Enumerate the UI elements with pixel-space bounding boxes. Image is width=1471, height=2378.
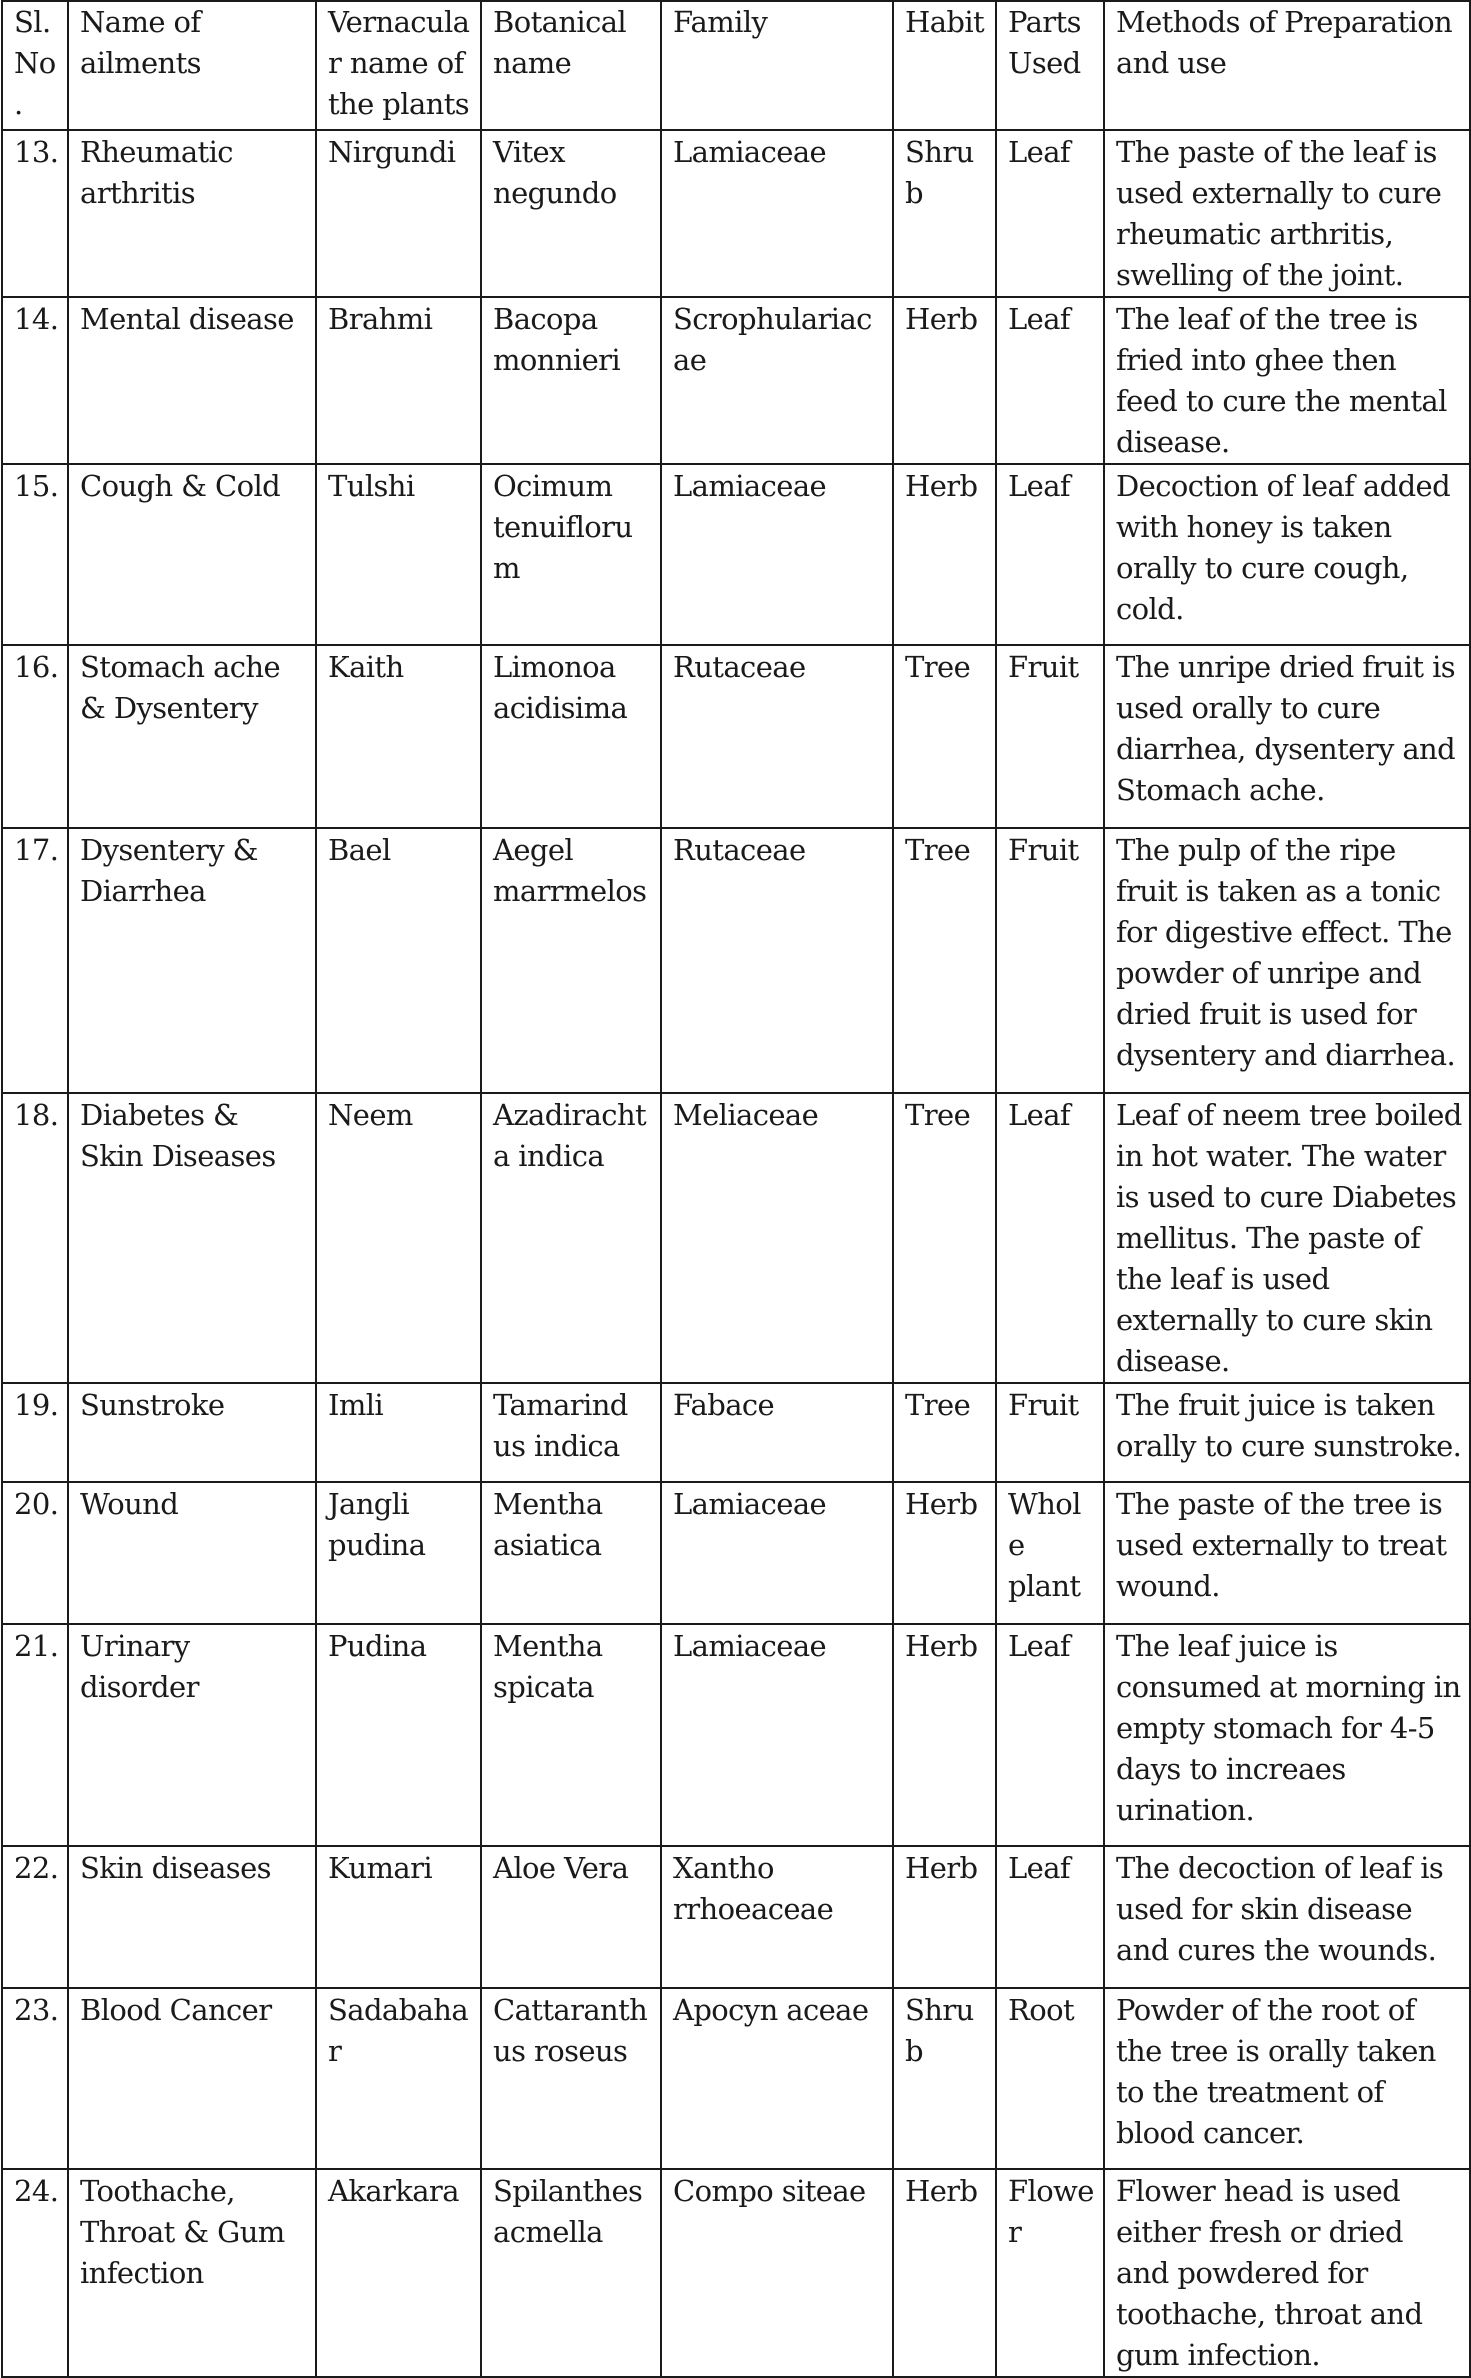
cell-habit: Herb bbox=[893, 1624, 996, 1846]
cell-botanical-name: Tamarind us indica bbox=[481, 1383, 661, 1482]
table-row bbox=[2, 297, 1470, 464]
cell-ailment: Dysentery & Diarrhea bbox=[68, 828, 316, 1093]
cell-preparation-method: The decoction of leaf is used for skin disease and cures the wounds. bbox=[1104, 1846, 1470, 1988]
cell-preparation-method: The leaf of the tree is fried into ghee then feed to cure the mental disease. bbox=[1104, 297, 1470, 464]
cell-serial-number: 16. bbox=[2, 645, 68, 828]
cell-ailment: Mental disease bbox=[68, 297, 316, 464]
cell-habit: Herb bbox=[893, 2169, 996, 2377]
cell-ailment: Toothache, Throat & Gum infection bbox=[68, 2169, 316, 2377]
cell-botanical-name: Limonoa acidisima bbox=[481, 645, 661, 828]
cell-habit: Tree bbox=[893, 645, 996, 828]
cell-parts-used: Leaf bbox=[996, 130, 1104, 297]
cell-botanical-name: Mentha asiatica bbox=[481, 1482, 661, 1624]
cell-vernacular-name: Tulshi bbox=[316, 464, 481, 645]
cell-parts-used: Fruit bbox=[996, 828, 1104, 1093]
cell-family: Compo siteae bbox=[661, 2169, 893, 2377]
cell-vernacular-name: Bael bbox=[316, 828, 481, 1093]
cell-ailment: Wound bbox=[68, 1482, 316, 1624]
cell-parts-used: Leaf bbox=[996, 297, 1104, 464]
cell-family: Rutaceae bbox=[661, 645, 893, 828]
medicinal-plants-table bbox=[1, 0, 1471, 2378]
table-row bbox=[2, 1846, 1470, 1988]
table-header bbox=[2, 1, 1470, 130]
cell-serial-number: 17. bbox=[2, 828, 68, 1093]
cell-vernacular-name: Neem bbox=[316, 1093, 481, 1383]
cell-preparation-method: The unripe dried fruit is used orally to cure diarrhea, dysentery and Stomach ache. bbox=[1104, 645, 1470, 828]
table-row bbox=[2, 828, 1470, 1093]
cell-preparation-method: The fruit juice is taken orally to cure sunstroke. bbox=[1104, 1383, 1470, 1482]
cell-preparation-method: Decoction of leaf added with honey is taken orally to cure cough, cold. bbox=[1104, 464, 1470, 645]
header-ailment: Name of ailments bbox=[68, 1, 316, 130]
header-botanical-name: Botanical name bbox=[481, 1, 661, 130]
header-habit: Habit bbox=[893, 1, 996, 130]
cell-family: Rutaceae bbox=[661, 828, 893, 1093]
cell-serial-number: 13. bbox=[2, 130, 68, 297]
table-row bbox=[2, 1482, 1470, 1624]
cell-habit: Shrub bbox=[893, 1988, 996, 2169]
cell-vernacular-name: Imli bbox=[316, 1383, 481, 1482]
cell-preparation-method: The leaf juice is consumed at morning in empty stomach for 4-5 days to increaes urination. bbox=[1104, 1624, 1470, 1846]
header-parts-used: Parts Used bbox=[996, 1, 1104, 130]
cell-habit: Herb bbox=[893, 297, 996, 464]
cell-parts-used: Fruit bbox=[996, 645, 1104, 828]
cell-habit: Herb bbox=[893, 1482, 996, 1624]
cell-serial-number: 23. bbox=[2, 1988, 68, 2169]
cell-botanical-name: Vitex negundo bbox=[481, 130, 661, 297]
cell-family: Fabace bbox=[661, 1383, 893, 1482]
cell-habit: Tree bbox=[893, 1093, 996, 1383]
cell-ailment: Sunstroke bbox=[68, 1383, 316, 1482]
cell-vernacular-name: Kaith bbox=[316, 645, 481, 828]
cell-parts-used: Leaf bbox=[996, 1846, 1104, 1988]
cell-vernacular-name: Kumari bbox=[316, 1846, 481, 1988]
table-row bbox=[2, 464, 1470, 645]
table-row bbox=[2, 2169, 1470, 2377]
cell-serial-number: 19. bbox=[2, 1383, 68, 1482]
cell-serial-number: 22. bbox=[2, 1846, 68, 1988]
table-row bbox=[2, 1624, 1470, 1846]
cell-vernacular-name: Jangli pudina bbox=[316, 1482, 481, 1624]
cell-parts-used: Flower bbox=[996, 2169, 1104, 2377]
cell-ailment: Skin diseases bbox=[68, 1846, 316, 1988]
cell-botanical-name: Spilanthes acmella bbox=[481, 2169, 661, 2377]
cell-family: Apocyn aceae bbox=[661, 1988, 893, 2169]
cell-parts-used: Root bbox=[996, 1988, 1104, 2169]
cell-parts-used: Leaf bbox=[996, 464, 1104, 645]
cell-family: Lamiaceae bbox=[661, 1482, 893, 1624]
cell-vernacular-name: Nirgundi bbox=[316, 130, 481, 297]
cell-vernacular-name: Pudina bbox=[316, 1624, 481, 1846]
cell-vernacular-name: Sadabahar bbox=[316, 1988, 481, 2169]
cell-preparation-method: The paste of the tree is used externally to treat wound. bbox=[1104, 1482, 1470, 1624]
cell-habit: Tree bbox=[893, 828, 996, 1093]
cell-habit: Shrub bbox=[893, 130, 996, 297]
cell-serial-number: 24. bbox=[2, 2169, 68, 2377]
header-family: Family bbox=[661, 1, 893, 130]
document-page bbox=[1, 0, 1469, 2378]
cell-ailment: Rheumatic arthritis bbox=[68, 130, 316, 297]
cell-family: Meliaceae bbox=[661, 1093, 893, 1383]
cell-family: Lamiaceae bbox=[661, 464, 893, 645]
table-body bbox=[2, 130, 1470, 2377]
cell-botanical-name: Ocimum tenuiflorum bbox=[481, 464, 661, 645]
cell-ailment: Diabetes & Skin Diseases bbox=[68, 1093, 316, 1383]
cell-family: Scrophulariacae bbox=[661, 297, 893, 464]
cell-botanical-name: Mentha spicata bbox=[481, 1624, 661, 1846]
cell-botanical-name: Cattaranth us roseus bbox=[481, 1988, 661, 2169]
cell-preparation-method: The paste of the leaf is used externally to cure rheumatic arthritis, swelling of the joint. bbox=[1104, 130, 1470, 297]
table-row bbox=[2, 1093, 1470, 1383]
cell-family: Lamiaceae bbox=[661, 1624, 893, 1846]
header-row bbox=[2, 1, 1470, 130]
cell-serial-number: 21. bbox=[2, 1624, 68, 1846]
cell-serial-number: 14. bbox=[2, 297, 68, 464]
cell-serial-number: 20. bbox=[2, 1482, 68, 1624]
table-row bbox=[2, 1383, 1470, 1482]
cell-family: Xantho rrhoeaceae bbox=[661, 1846, 893, 1988]
cell-botanical-name: Bacopa monnieri bbox=[481, 297, 661, 464]
cell-ailment: Stomach ache & Dysentery bbox=[68, 645, 316, 828]
cell-botanical-name: Aloe Vera bbox=[481, 1846, 661, 1988]
cell-parts-used: Whole plant bbox=[996, 1482, 1104, 1624]
cell-serial-number: 15. bbox=[2, 464, 68, 645]
cell-vernacular-name: Brahmi bbox=[316, 297, 481, 464]
cell-parts-used: Leaf bbox=[996, 1093, 1104, 1383]
table-row bbox=[2, 130, 1470, 297]
cell-preparation-method: The pulp of the ripe fruit is taken as a tonic for digestive effect. The powder of unripe and dried fruit is used for dysentery and diarrhea. bbox=[1104, 828, 1470, 1093]
cell-preparation-method: Flower head is used either fresh or dried and powdered for toothache, throat and gum infection. bbox=[1104, 2169, 1470, 2377]
table-row bbox=[2, 1988, 1470, 2169]
cell-habit: Herb bbox=[893, 464, 996, 645]
cell-botanical-name: Aegel marrmelos bbox=[481, 828, 661, 1093]
cell-botanical-name: Azadirachta indica bbox=[481, 1093, 661, 1383]
header-preparation-method: Methods of Preparation and use bbox=[1104, 1, 1470, 130]
cell-vernacular-name: Akarkara bbox=[316, 2169, 481, 2377]
cell-ailment: Cough & Cold bbox=[68, 464, 316, 645]
cell-family: Lamiaceae bbox=[661, 130, 893, 297]
cell-preparation-method: Powder of the root of the tree is orally taken to the treatment of blood cancer. bbox=[1104, 1988, 1470, 2169]
header-serial-number: Sl. No. bbox=[2, 1, 68, 130]
table-row bbox=[2, 645, 1470, 828]
cell-habit: Herb bbox=[893, 1846, 996, 1988]
cell-ailment: Blood Cancer bbox=[68, 1988, 316, 2169]
cell-ailment: Urinary disorder bbox=[68, 1624, 316, 1846]
cell-preparation-method: Leaf of neem tree boiled in hot water. The water is used to cure Diabetes mellitus. The paste of the leaf is used externally to cure skin disease. bbox=[1104, 1093, 1470, 1383]
cell-habit: Tree bbox=[893, 1383, 996, 1482]
cell-parts-used: Leaf bbox=[996, 1624, 1104, 1846]
header-vernacular-name: Vernacular name of the plants bbox=[316, 1, 481, 130]
cell-parts-used: Fruit bbox=[996, 1383, 1104, 1482]
cell-serial-number: 18. bbox=[2, 1093, 68, 1383]
